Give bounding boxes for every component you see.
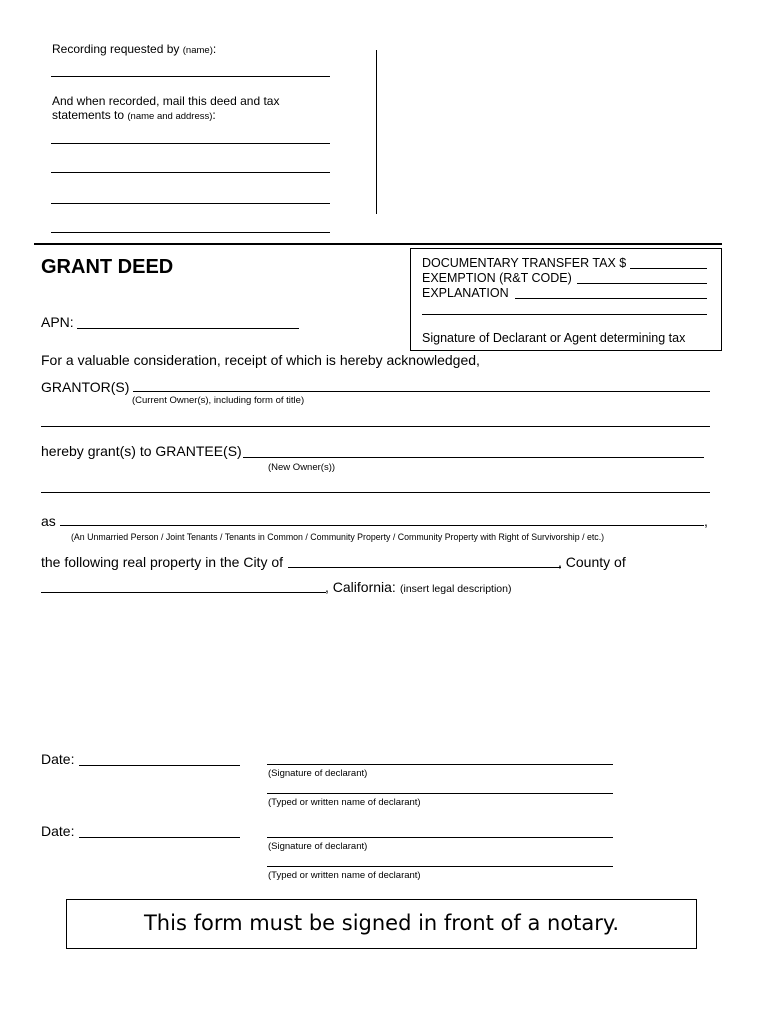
apn-label: APN: — [41, 314, 74, 330]
recording-requested-text: Recording requested by — [52, 42, 180, 56]
date-field-2[interactable] — [79, 837, 240, 838]
consideration-text: For a valuable consideration, receipt of which is hereby acknowledged, — [41, 352, 480, 368]
recording-requested-label — [52, 41, 216, 59]
grantee-label: hereby grant(s) to GRANTEE(S) — [41, 443, 242, 459]
grantor-label: GRANTOR(S) — [41, 379, 130, 395]
county-label: , County of — [558, 554, 626, 570]
recorder-area-divider — [376, 50, 377, 214]
mail-address-field-1[interactable] — [51, 143, 330, 144]
declarant-signature-label: Signature of Declarant or Agent determining tax — [422, 331, 686, 345]
signature-field-2[interactable] — [267, 837, 613, 838]
grantee-hint: (New Owner(s)) — [268, 462, 336, 473]
grantor-field[interactable] — [133, 391, 710, 392]
california-label: , California: — [325, 579, 396, 595]
mail-to-colon: : — [212, 108, 216, 122]
date-label-1: Date: — [41, 751, 75, 767]
mail-address-field-2[interactable] — [51, 172, 330, 173]
property-city-label: the following real property in the City of — [41, 554, 284, 570]
as-label: as — [41, 513, 56, 529]
date-label-2: Date: — [41, 823, 75, 839]
signature-field-1[interactable] — [267, 764, 613, 765]
mail-to-line2: statements to — [52, 108, 125, 122]
mail-address-field-4[interactable] — [51, 232, 330, 233]
header-rule — [34, 243, 722, 245]
signature-hint-1: (Signature of declarant) — [268, 768, 368, 779]
explanation-line — [422, 285, 509, 301]
legal-description-hint: (insert legal description) — [400, 583, 512, 595]
explanation-field-1[interactable] — [515, 298, 707, 299]
mail-to-line1: And when recorded, mail this deed and tax — [52, 94, 280, 108]
notary-notice-text: This form must be signed in front of a notary. — [143, 911, 620, 935]
page-title: GRANT DEED — [41, 256, 174, 278]
recording-requested-colon: : — [212, 42, 217, 56]
date-field-1[interactable] — [79, 765, 240, 766]
exemption-code-field[interactable] — [577, 283, 707, 284]
vesting-hint: (An Unmarried Person / Joint Tenants / Tenants in Common / Community Property / Community Property with Right of Survivorship / etc.) — [71, 532, 605, 542]
mail-to-label — [52, 94, 279, 124]
mail-to-hint: (name and address) — [127, 111, 213, 122]
recording-requested-hint: (name) — [182, 45, 213, 56]
name-hint-1: (Typed or written name of declarant) — [268, 797, 421, 808]
name-hint-2: (Typed or written name of declarant) — [268, 870, 421, 881]
recording-name-field[interactable] — [51, 76, 330, 77]
vesting-comma: , — [704, 513, 708, 529]
city-field[interactable] — [288, 567, 561, 568]
transfer-tax-amount-field[interactable] — [630, 268, 707, 269]
vesting-field[interactable] — [60, 525, 704, 526]
exemption-line — [422, 270, 572, 286]
grantor-field-continued[interactable] — [41, 426, 710, 427]
transfer-tax-label: DOCUMENTARY TRANSFER TAX $ — [422, 256, 627, 270]
transfer-tax-line — [422, 255, 626, 271]
grantee-field[interactable] — [243, 457, 704, 458]
signature-hint-2: (Signature of declarant) — [268, 841, 368, 852]
explanation-field-2[interactable] — [422, 314, 707, 315]
transfer-tax-box — [410, 248, 722, 351]
mail-address-field-3[interactable] — [51, 203, 330, 204]
apn-field[interactable] — [77, 328, 299, 329]
explanation-label: EXPLANATION — [422, 286, 509, 300]
name-field-2[interactable] — [267, 866, 613, 867]
name-field-1[interactable] — [267, 793, 613, 794]
notary-notice-box — [66, 899, 697, 949]
grantor-hint: (Current Owner(s), including form of title) — [132, 395, 305, 406]
grantee-field-continued[interactable] — [41, 492, 710, 493]
county-field[interactable] — [41, 592, 326, 593]
exemption-label: EXEMPTION (R&T CODE) — [422, 271, 572, 285]
